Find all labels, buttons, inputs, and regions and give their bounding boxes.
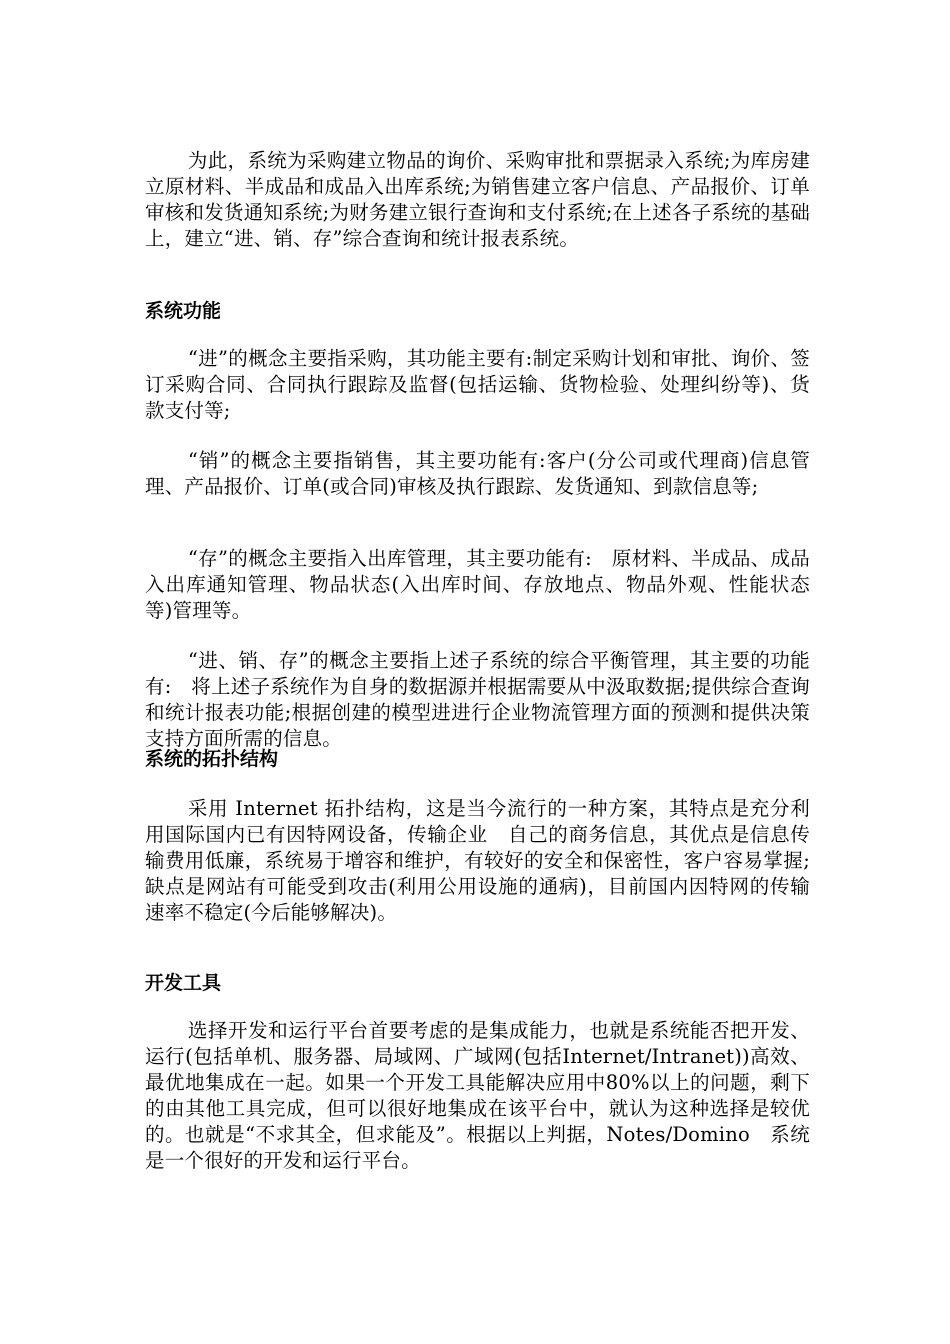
paragraph-combined: “进、销、存”的概念主要指上述子系统的综合平衡管理，其主要的功能有: 将上述子系统作为自身的数据源并根据需要从中汲取数据;提供综合查询和统计报表功能;根据创建的模型进进行企业物流管理方面的预测和提供决策支持方面所需的信息。 bbox=[145, 649, 810, 750]
paragraph-topology: 采用 Internet 拓扑结构，这是当今流行的一种方案，其特点是充分利用国际国内已有因特网设备，传输企业 自己的商务信息，其优点是信息传输费用低廉，系统易于增容和维护，有较好的安全和保密性，客户容易掌握;缺点是网站有可能受到攻击(利用公用设施的通病)，目前国内因特网的传输速率不稳定(今后能够解决)。 bbox=[145, 797, 810, 924]
heading-development-tools: 开发工具 bbox=[145, 972, 222, 994]
paragraph-sales: “销”的概念主要指销售，其主要功能有:客户(分公司或代理商)信息管理、产品报价、订单(或合同)审核及执行跟踪、发货通知、到款信息等; bbox=[145, 449, 810, 498]
heading-system-functions: 系统功能 bbox=[145, 300, 222, 322]
paragraph-development-tools: 选择开发和运行平台首要考虑的是集成能力，也就是系统能否把开发、运行(包括单机、服务器、局域网、广域网(包括Internet/Intranet))高效、最优地集成在一起。如果一个开发工具能解决应用中80%以上的问题，剩下的由其他工具完成，但可以很好地集成在该平台中，就认为这种选择是较优的。也就是“不求其全，但求能及”。根据以上判据，Notes/Domino 系统是一个很好的开发和运行平台。 bbox=[145, 1019, 810, 1172]
heading-system-topology: 系统的拓扑结构 bbox=[145, 748, 279, 770]
intro-paragraph: 为此，系统为采购建立物品的询价、采购审批和票据录入系统;为库房建立原材料、半成品和成品入出库系统;为销售建立客户信息、产品报价、订单审核和发货通知系统;为财务建立银行查询和支付系统;在上述各子系统的基础上，建立“进、销、存”综合查询和统计报表系统。 bbox=[145, 149, 810, 250]
paragraph-inventory: “存”的概念主要指入出库管理，其主要功能有: 原材料、半成品、成品入出库通知管理、物品状态(入出库时间、存放地点、物品外观、性能状态等)管理等。 bbox=[145, 547, 810, 622]
paragraph-purchase: “进”的概念主要指采购，其功能主要有:制定采购计划和审批、询价、签订采购合同、合同执行跟踪及监督(包括运输、货物检验、处理纠纷等)、货款支付等; bbox=[145, 347, 810, 422]
